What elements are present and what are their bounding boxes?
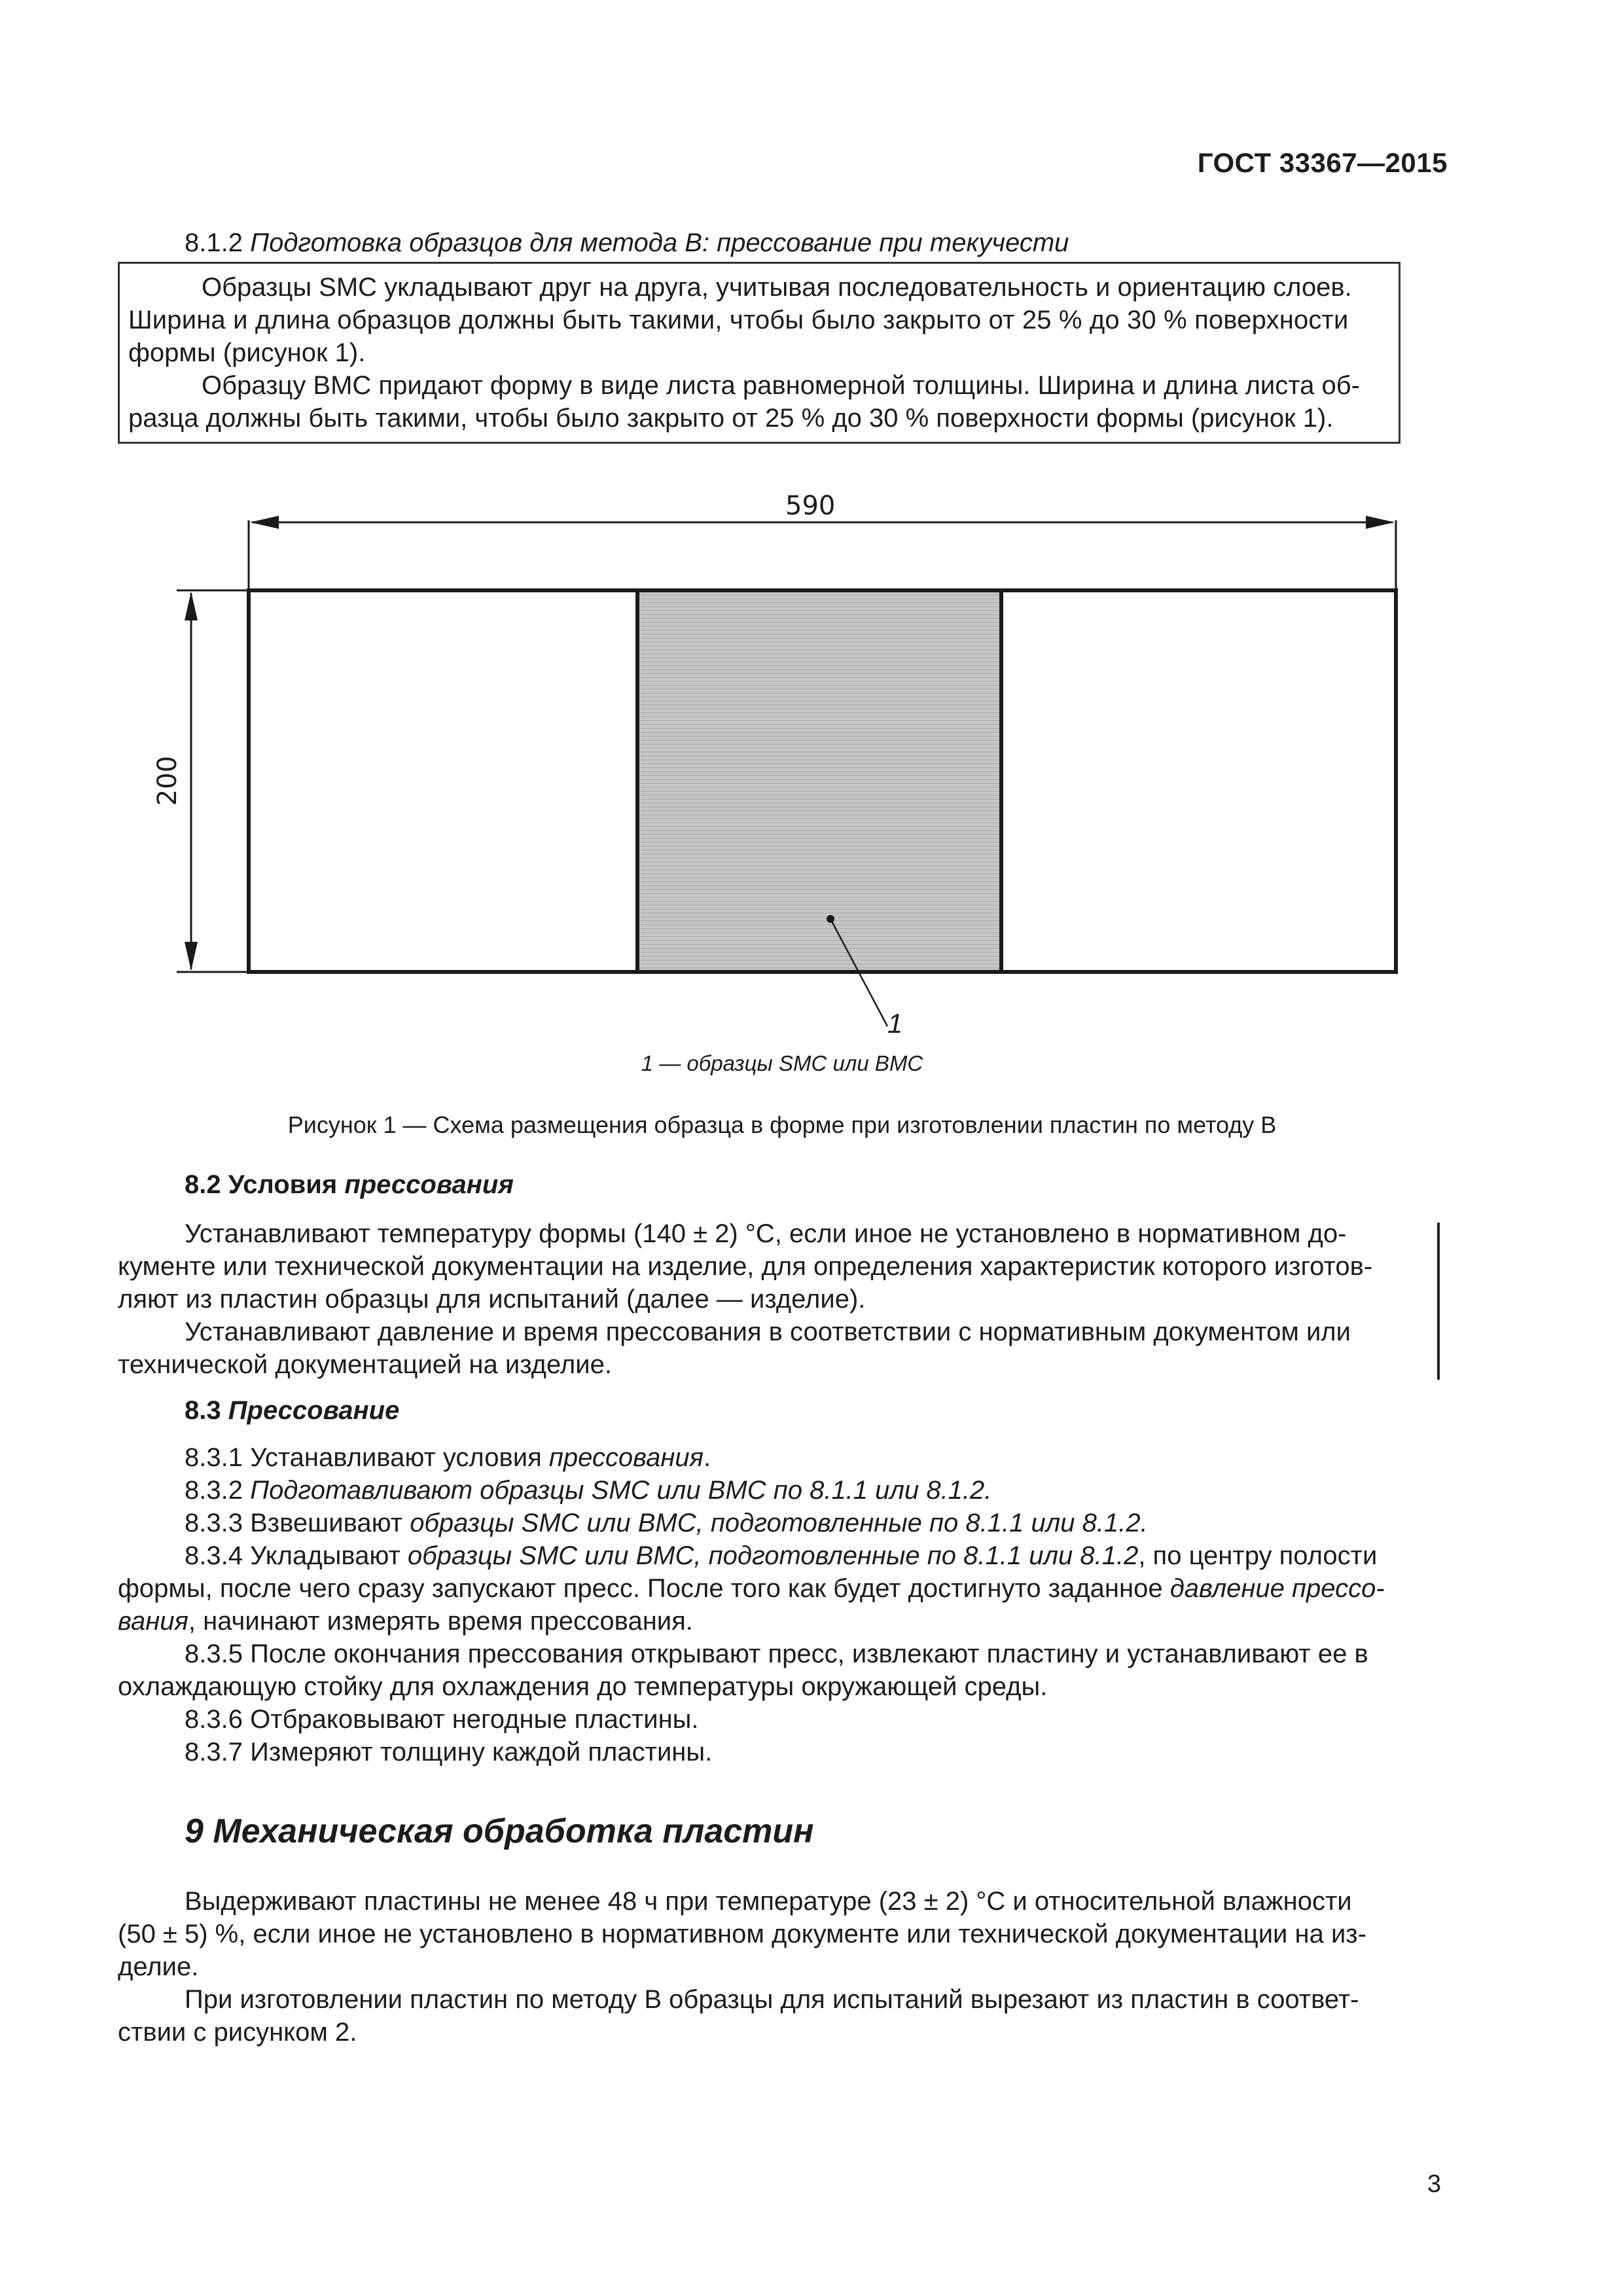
- sec-9-line-3: делие.: [118, 1952, 199, 1981]
- sec-9-line-4: При изготовлении пластин по методу В образцы для испытаний вырезают из пластин в соответ-: [185, 1985, 1359, 2014]
- width-arrow-right: [1366, 516, 1395, 529]
- section-title: Подготовка образцов для метода В: прессование при текучести: [250, 228, 1069, 257]
- sec-8-3-5: 8.3.5 После окончания прессования открывают пресс, извлекают пластину и устанавливают ее в: [185, 1640, 1368, 1668]
- sec-8-3-3: 8.3.3 Взвешивают образцы SMC или ВМС, подготовленные по 8.1.1 или 8.1.2.: [185, 1509, 1148, 1537]
- sec-8-2-line-3: ляют из пластин образцы для испытаний (далее — изделие).: [118, 1285, 866, 1314]
- box-line-3: формы (рисунок 1).: [128, 338, 366, 367]
- section-8-1-2-heading: [185, 226, 1069, 259]
- figure-caption: Рисунок 1 — Схема размещения образца в форме при изготовлении пластин по методу В: [287, 1111, 1277, 1138]
- sec-8-3-2: 8.3.2 Подготавливают образцы SMC или ВМС по 8.1.1 или 8.1.2.: [185, 1476, 992, 1505]
- document-id: ГОСТ 33367—2015: [1197, 147, 1448, 178]
- section-8-2-heading: 8.2 Условия прессования: [185, 1170, 514, 1199]
- sec-8-3-1: 8.3.1 Устанавливают условия прессования.: [185, 1443, 711, 1472]
- specimen-area: [637, 590, 1001, 972]
- sec-8-2-line-5: технической документацией на изделие.: [118, 1350, 612, 1379]
- height-arrow-bottom: [185, 942, 198, 971]
- figure-legend: 1 — образцы SMC или ВМС: [641, 1051, 923, 1075]
- sec-8-3-4-cont-1: формы, после чего сразу запускают пресс. После того как будет достигнуто заданное давление прессо-: [118, 1574, 1385, 1603]
- sec-8-3-7: 8.3.7 Измеряют толщину каждой пластины.: [185, 1738, 713, 1767]
- box-line-5: разца должны быть такими, чтобы было закрыто от 25 % до 30 % поверхности формы (рисунок 1).: [128, 404, 1334, 433]
- change-marker-bar: [1437, 1223, 1440, 1380]
- width-dimension-label: 590: [785, 491, 836, 521]
- section-9-heading: 9 Механическая обработка пластин: [185, 1812, 814, 1850]
- sec-8-2-line-4: Устанавливают давление и время прессования в соответствии с нормативным документом или: [185, 1318, 1351, 1346]
- sec-8-2-line-2: кументе или технической документации на изделие, для определения характеристик которого изготов-: [118, 1252, 1373, 1281]
- height-dimension-label: 200: [152, 755, 183, 806]
- sec-8-3-4: 8.3.4 Укладывают образцы SMC или ВМС, подготовленные по 8.1.1 или 8.1.2, по центру полости: [185, 1541, 1378, 1570]
- sec-9-line-1: Выдерживают пластины не менее 48 ч при температуре (23 ± 2) °С и относительной влажности: [185, 1887, 1352, 1916]
- section-8-3-heading: 8.3 Прессование: [185, 1396, 400, 1425]
- width-arrow-left: [250, 516, 279, 529]
- sec-8-3-4-cont-2: вания, начинают измерять время прессования.: [118, 1607, 693, 1636]
- sec-8-3-5-cont: охлаждающую стойку для охлаждения до температуры окружающей среды.: [118, 1672, 1048, 1701]
- sec-9-line-5: ствии с рисунком 2.: [118, 2018, 357, 2047]
- box-line-2: Ширина и длина образцов должны быть такими, чтобы было закрыто от 25 % до 30 % поверхности: [128, 306, 1349, 334]
- callout-number: 1: [887, 1008, 903, 1039]
- sec-8-3-6: 8.3.6 Отбраковывают негодные пластины.: [185, 1705, 699, 1734]
- sec-9-line-2: (50 ± 5) %, если иное не установлено в нормативном документе или технической документации на из-: [118, 1920, 1366, 1948]
- box-line-1: Образцы SMC укладывают друг на друга, учитывая последовательность и ориентацию слоев.: [202, 273, 1352, 302]
- box-line-4: Образцу ВМС придают форму в виде листа равномерной толщины. Ширина и длина листа об-: [202, 371, 1360, 400]
- page-number: 3: [1427, 2170, 1441, 2198]
- sec-8-2-line-1: Устанавливают температуру формы (140 ± 2) °С, если иное не установлено в нормативном до-: [185, 1219, 1347, 1248]
- section-number: 8.1.2: [185, 228, 243, 257]
- height-arrow-top: [185, 592, 198, 620]
- mold-layout-drawing: [151, 484, 1414, 1034]
